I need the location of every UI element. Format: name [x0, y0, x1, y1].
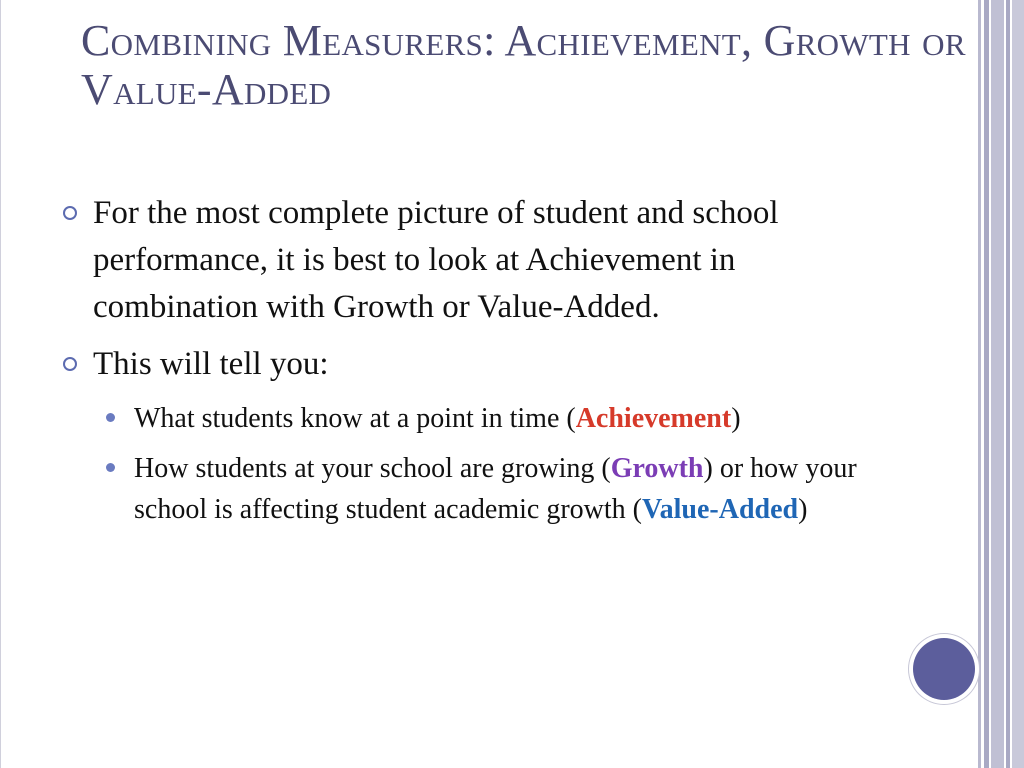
slide-title: Combining Measurers: Achievement, Growth or Value-Added	[81, 16, 966, 114]
growth-term: Growth	[610, 453, 704, 484]
decorative-circle-icon	[913, 638, 975, 700]
sub-bullet-text: )	[731, 403, 741, 434]
decorative-stripe	[978, 0, 981, 768]
bullet-item	[60, 341, 860, 388]
ring-bullet-icon	[63, 206, 77, 220]
bullet-text: For the most complete picture of student and school performance, it is best to look at Achievement in combination with Growth or Value-Added.	[93, 195, 779, 325]
value-added-term: Value-Added	[642, 494, 799, 525]
dot-bullet-icon	[106, 463, 115, 472]
achievement-term: Achievement	[575, 403, 732, 434]
left-border	[0, 0, 1, 768]
sub-bullet-text: )	[798, 494, 808, 525]
sub-bullet-item	[134, 398, 860, 439]
ring-bullet-icon	[63, 357, 77, 371]
sub-bullet-text: What students know at a point in time (	[134, 403, 576, 434]
bullet-item	[60, 190, 860, 331]
slide-body	[60, 190, 860, 539]
sub-bullet-text: ) or how your school is affecting student academic growth (	[134, 453, 857, 525]
dot-bullet-icon	[106, 413, 115, 422]
sub-bullet-text: How students at your school are growing (	[134, 453, 611, 484]
sub-bullet-item	[134, 448, 860, 530]
bullet-text: This will tell you:	[93, 346, 329, 382]
decorative-stripe	[984, 0, 989, 768]
decorative-stripe	[1006, 0, 1010, 768]
decorative-stripe	[991, 0, 1004, 768]
decorative-stripe	[1012, 0, 1024, 768]
